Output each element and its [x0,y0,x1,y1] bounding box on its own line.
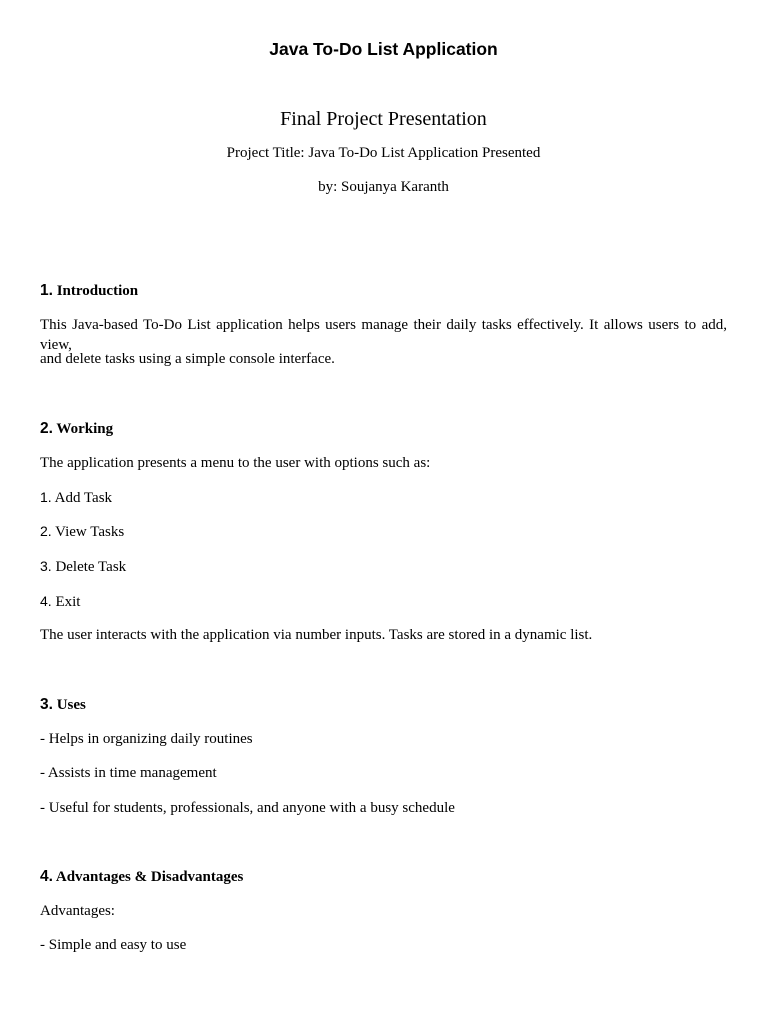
menu-option-number: 4. [40,593,52,609]
menu-option-item [40,556,727,577]
section-number: 4. [40,868,53,885]
introduction-paragraph-line-2: and delete tasks using a simple console interface. [40,351,335,367]
advantages-list-item: - Simple and easy to use [40,937,187,953]
menu-option-label: Exit [55,594,81,610]
menu-option-item [40,591,727,612]
author-line: by: Soujanya Karanth [318,179,449,195]
introduction-paragraph-line-1: This Java-based To-Do List application helps users manage their daily tasks effectively. It allows users to add, view, [40,317,727,353]
menu-option-number: 2. [40,523,52,539]
section-heading-working [40,419,727,439]
section-number: 1. [40,282,53,299]
section-heading-uses [40,695,727,715]
advantages-label: Advantages: [40,903,115,919]
section-number: 2. [40,420,53,437]
menu-option-number: 3. [40,558,52,574]
section-heading-introduction [40,281,727,301]
section-title: Uses [56,697,86,713]
presentation-subtitle: Final Project Presentation [280,108,487,130]
section-title: Working [56,421,114,437]
uses-list-item: - Useful for students, professionals, and anyone with a busy schedule [40,800,455,816]
working-outro: The user interacts with the application via number inputs. Tasks are stored in a dynamic list. [40,627,593,643]
uses-list-item: - Helps in organizing daily routines [40,731,253,747]
section-title: Introduction [56,283,139,299]
menu-option-label: Delete Task [55,559,127,575]
working-intro: The application presents a menu to the user with options such as: [40,455,431,471]
document-title: Java To-Do List Application [269,39,498,59]
project-title-line: Project Title: Java To-Do List Application Presented [226,145,541,161]
menu-option-item [40,521,727,542]
menu-option-label: View Tasks [55,524,125,540]
section-title: Advantages & Disadvantages [55,869,244,885]
menu-option-label: Add Task [54,490,113,506]
section-heading-advantages [40,867,727,887]
menu-option-item [40,487,727,508]
menu-option-number: 1. [40,489,52,505]
section-number: 3. [40,696,53,713]
uses-list-item: - Assists in time management [40,765,217,781]
